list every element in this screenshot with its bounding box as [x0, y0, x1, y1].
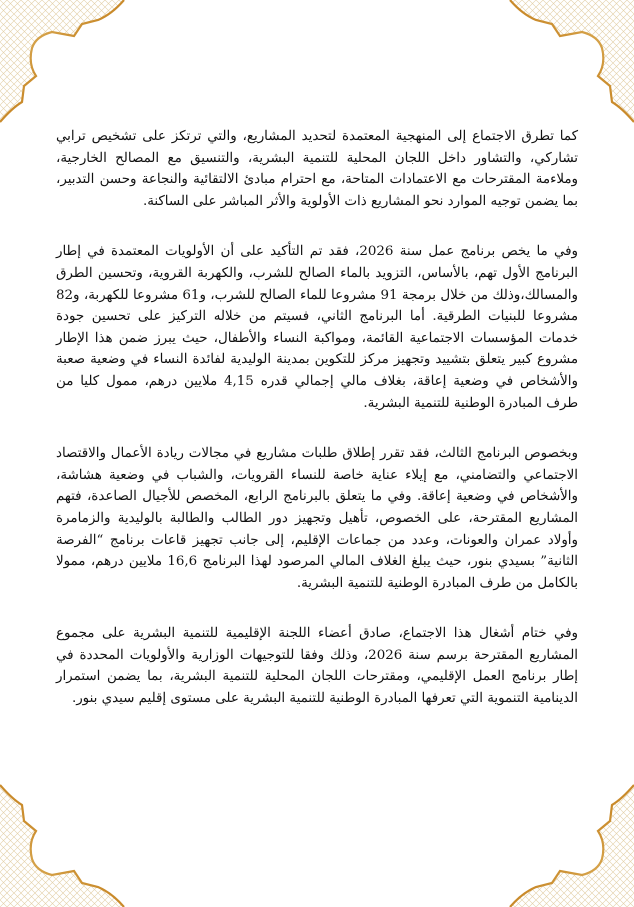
- ornament-corner-bottom-left-icon: [0, 747, 200, 907]
- document-body: [56, 126, 578, 739]
- paragraph-methodology: كما تطرق الاجتماع إلى المنهجية المعتمدة لتحديد المشاريع، والتي ترتكز على تشخيص ترابي تشاركي، والتشاور داخل اللجان المحلية للتنمية البشرية، والتنسيق مع المصالح الخارجية، وملاءمة المقترحات مع الاعتمادات المتاحة، مع احترام مبادئ الالتقائية والنجاعة وحسن التدبير، بما يضمن توجيه الموارد نحو المشاريع ذات الأولوية والأثر المباشر على الساكنة.: [56, 129, 578, 209]
- ornament-corner-bottom-right-icon: [434, 747, 634, 907]
- paragraph-program-2026: وفي ما يخص برنامج عمل سنة 2026، فقد تم التأكيد على أن الأولويات المعتمدة في إطار البرنامج الأول تهم، بالأساس، التزويد بالماء الصالح للشرب، والكهربة القروية، وتحسين الطرق والمسالك،وذلك من خلال برمجة 91 مشروعا للماء الصالح للشرب، و61 مشروعا للكهربة، و82 مشروعا للبنيات الطرقية. أما البرنامج الثاني، فسيتم من خلاله التركيز على تحسين جودة خدمات المؤسسات الاجتماعية القائمة، ومواكبة النساء والأطفال، حيث يبرز ضمن هذا الإطار مشروع كبير يتعلق بتشييد وتجهيز مركز للتكوين بمدينة الوليدية لفائدة النساء في وضعية صعبة والأشخاص في وضعية إعاقة، بغلاف مالي إجمالي قدره 4,15 ملايين درهم، ممول كليا من طرف المبادرة الوطنية للتنمية البشرية.: [56, 244, 578, 411]
- paragraph-conclusion: وفي ختام أشغال هذا الاجتماع، صادق أعضاء اللجنة الإقليمية للتنمية البشرية على مجموع المشاريع المقترحة برسم سنة 2026، وذلك وفقا للتوجيهات الوزارية والأولويات المحددة في إطار برنامج العمل الإقليمي، ومقترحات اللجان المحلية للتنمية البشرية، بما يضمن استمرار الدينامية التنموية التي تعرفها المبادرة الوطنية للتنمية البشرية على مستوى إقليم سيدي بنور.: [56, 626, 578, 707]
- paragraph-third-fourth-programs: وبخصوص البرنامج الثالث، فقد تقرر إطلاق طلبات مشاريع في مجالات ريادة الأعمال والاقتصاد الاجتماعي والتضامني، مع إيلاء عناية خاصة للنساء القرويات، والشباب في وضعية هشاشة، والأشخاص في وضعية إعاقة. وفي ما يتعلق بالبرنامج الرابع، المخصص للأجيال الصاعدة، فتهم المشاريع المقترحة، على الخصوص، تأهيل وتجهيز دور الطالب والطالبة بالوليدية والزمامرة وأولاد عمران والعونات، وعدد من جماعات الإقليم، إلى جانب تجهيز قاعات برنامج “الفرصة الثانية” بسيدي بنور، حيث يبلغ الغلاف المالي المرصود لهذا البرنامج 16,6 ملايين درهم، ممولا بالكامل من طرف المبادرة الوطنية للتنمية البشرية.: [56, 446, 578, 591]
